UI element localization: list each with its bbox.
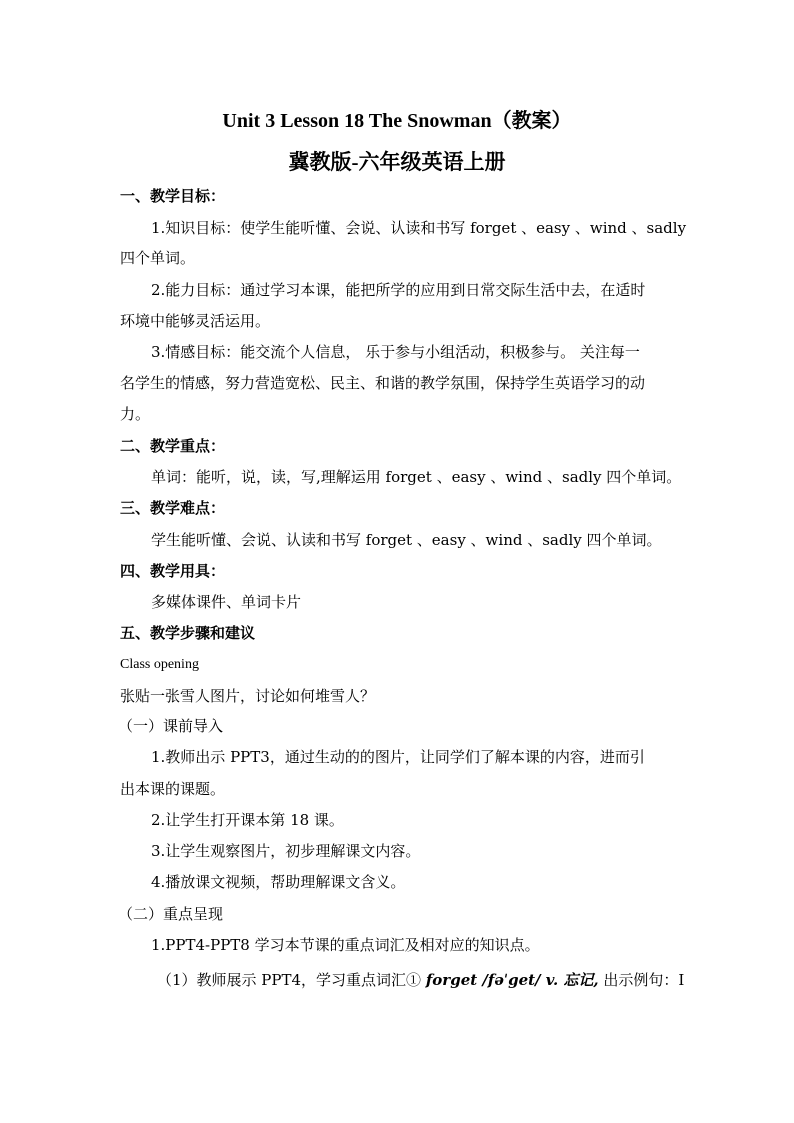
teaching-tools-heading: 四、教学用具： [120,562,226,580]
difficult-points-heading: 三、教学难点： [120,499,226,517]
part2-sub1-suffix: 出示例句：I [603,971,685,989]
goal1-line2: 四个单词。 [120,249,196,267]
part1-item3: 3.让学生观察图片，初步理解课文内容。 [151,842,421,860]
key-points-text: 单词：能听，说，读，写,理解运用 forget 、easy 、wind 、sadly 四个单词。 [151,468,682,486]
class-opening-label: Class opening [120,657,199,672]
part2-sub1 [157,970,684,990]
teaching-tools-text: 多媒体课件、单词卡片 [151,593,302,611]
vocabulary-word-forget: forget /fəˈget/ v. 忘记, [425,971,599,989]
document-title: Unit 3 Lesson 18 The Snowman（教案） [222,110,572,132]
goal3-line2: 名学生的情感，努力营造宽松、民主、和谐的教学氛围，保持学生英语学习的动 [120,374,646,392]
goal3-line1: 3.情感目标：能交流个人信息， 乐于参与小组活动，积极参与。 关注每一 [151,343,640,361]
part1-heading: （一）课前导入 [118,717,224,735]
part1-item2: 2.让学生打开课本第 18 课。 [151,811,344,829]
key-points-heading: 二、教学重点： [120,437,226,455]
part2-heading: （二）重点呈现 [118,905,224,923]
teaching-steps-heading: 五、教学步骤和建议 [120,624,256,642]
document-subtitle: 冀教版-六年级英语上册 [288,150,506,174]
part1-item1-line1: 1.教师出示 PPT3，通过生动的的图片，让同学们了解本课的内容，进而引 [151,748,645,766]
goal2-line1: 2.能力目标：通过学习本课，能把所学的应用到日常交际生活中去，在适时 [151,281,646,299]
class-opening-text: 张贴一张雪人图片，讨论如何堆雪人？ [120,687,376,705]
part2-sub1-prefix: （1）教师展示 PPT4，学习重点词汇① [157,971,422,989]
goal2-line2: 环境中能够灵活运用。 [120,312,271,330]
part1-item4: 4.播放课文视频，帮助理解课文含义。 [151,873,406,891]
part1-item1-line2: 出本课的课题。 [120,780,226,798]
part2-item1: 1.PPT4-PPT8 学习本节课的重点词汇及相对应的知识点。 [151,936,540,954]
goal1-line1: 1.知识目标：使学生能听懂、会说、认读和书写 forget 、easy 、wind 、sadly [151,219,687,237]
difficult-points-text: 学生能听懂、会说、认读和书写 forget 、easy 、wind 、sadly 四个单词。 [151,531,662,549]
goals-heading: 一、教学目标： [120,187,226,205]
goal3-line3: 力。 [120,405,151,423]
